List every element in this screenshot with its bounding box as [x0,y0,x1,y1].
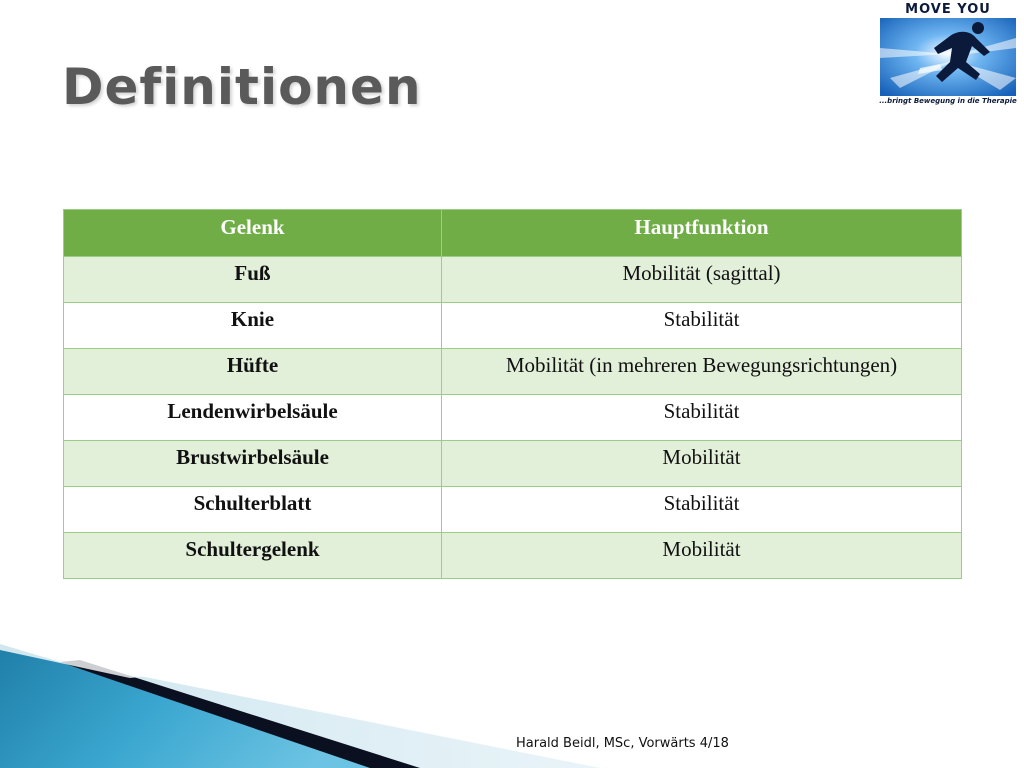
joint-cell: Lendenwirbelsäule [64,395,442,441]
function-cell: Mobilität [442,533,962,579]
table-header-row [64,210,962,257]
move-you-logo [878,2,1018,110]
joint-cell: Schulterblatt [64,487,442,533]
table-row [64,349,962,395]
joint-cell: Brustwirbelsäule [64,441,442,487]
function-cell: Stabilität [442,303,962,349]
joint-cell: Hüfte [64,349,442,395]
slide-title: Definitionen [62,58,422,116]
function-cell: Stabilität [442,487,962,533]
table-row [64,257,962,303]
table-row [64,533,962,579]
logo-heading: MOVE YOU [905,2,991,17]
header-hauptfunktion: Hauptfunktion [442,210,962,257]
runner-logo-icon [880,18,1016,96]
function-cell: Mobilität [442,441,962,487]
joint-cell: Schultergelenk [64,533,442,579]
logo-tagline: ...bringt Bewegung in die Therapie [879,97,1017,105]
definitions-table [63,209,962,579]
footer-text: Harald Beidl, MSc, Vorwärts 4/18 [516,736,729,751]
joint-cell: Knie [64,303,442,349]
table-row [64,303,962,349]
header-gelenk: Gelenk [64,210,442,257]
table-row [64,441,962,487]
bottom-swoosh-decoration [0,640,1024,768]
function-cell: Mobilität (in mehreren Bewegungsrichtungen) [442,349,962,395]
table-row [64,395,962,441]
function-cell: Mobilität (sagittal) [442,257,962,303]
table-row [64,487,962,533]
joint-cell: Fuß [64,257,442,303]
function-cell: Stabilität [442,395,962,441]
